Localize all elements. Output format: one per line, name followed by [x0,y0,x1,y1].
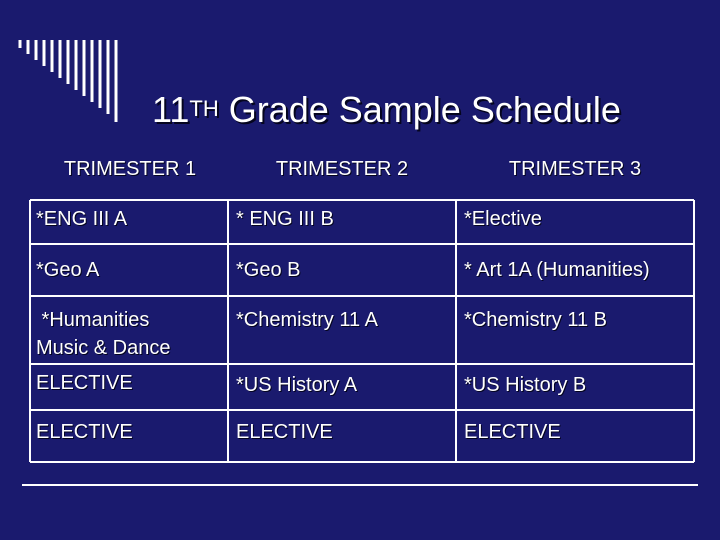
table-cell: ELECTIVE [236,421,333,443]
decorative-bars [16,32,126,152]
table-cell: *US History B [464,374,587,396]
table-cell: *Geo B [236,259,301,281]
table-cell: *US History A [236,374,358,396]
page-title [152,86,692,139]
title-superscript: TH [189,96,219,121]
table-cell: *ENG III A [36,208,128,230]
table-cell: * ENG III B [236,208,334,230]
table-cell: ELECTIVE [36,372,133,394]
header-trimester-2: TRIMESTER 2 [275,158,409,180]
table-cell: *Chemistry 11 A [236,309,378,331]
table-cell: *Elective [464,208,542,230]
table-cell: *Humanities [36,309,150,331]
table-cell: ELECTIVE [464,421,561,443]
title-number: 11 [152,89,190,130]
table-cell: *Chemistry 11 B [464,309,608,331]
table-cell: * Art 1A (Humanities) [464,259,650,281]
header-trimester-1: TRIMESTER 1 [63,158,197,180]
title-text: Grade Sample Schedule [218,89,621,130]
header-trimester-3: TRIMESTER 3 [508,158,642,180]
bottom-divider [22,484,698,486]
table-cell: ELECTIVE [36,421,133,443]
table-cell: Music & Dance [36,337,171,359]
table-cell: *Geo A [36,259,100,281]
